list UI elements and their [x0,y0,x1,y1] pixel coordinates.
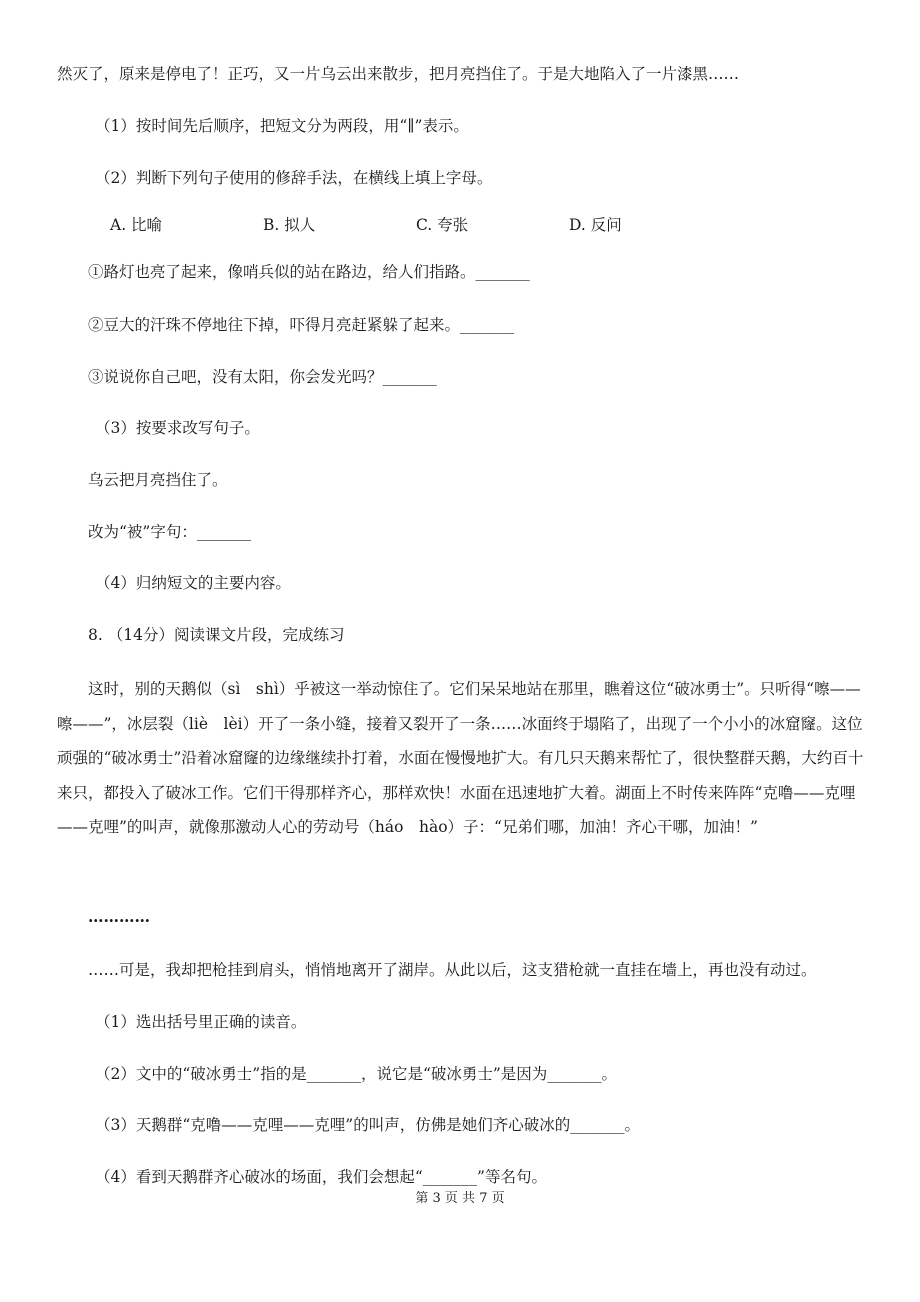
ellipsis-separator: ………… [88,907,150,926]
passage-ending: ……可是，我却把枪挂到肩头，悄悄地离开了湖岸。从此以后，这支猎枪就一直挂在墙上，再也没有动过。 [88,961,817,979]
question-8-1: （1）选出括号里正确的读音。 [95,1013,307,1031]
sentence-1: ①路灯也亮了起来，像哨兵似的站在路边，给人们指路。_______ [88,263,530,281]
question-7-3: （3）按要求改写句子。 [95,419,260,437]
question-7-4: （4）归纳短文的主要内容。 [95,574,291,592]
question-8-2: （2）文中的“破冰勇士”指的是_______，说它是“破冰勇士”是因为_______。 [95,1065,618,1083]
sentence-3: ③说说你自己吧，没有太阳，你会发光吗？_______ [88,368,437,386]
sentence-2: ②豆大的汗珠不停地往下掉，吓得月亮赶紧躲了起来。_______ [88,316,515,334]
option-b: B. 拟人 [263,216,316,234]
question-8-title: 8. （14分）阅读课文片段，完成练习 [88,626,345,644]
question-8-4: （4）看到天鹅群齐心破冰的场面，我们会想起“_______”等名句。 [95,1168,547,1186]
question-8-3: （3）天鹅群“克噜——克哩——克哩”的叫声，仿佛是她们齐心破冰的_______。 [95,1116,640,1134]
reading-passage: 这时，别的天鹅似（sì shì）乎被这一举动惊住了。它们呆呆地站在那里，瞧着这位“破冰勇士”。只听得“嚓——嚓——”，冰层裂（liè lèi）开了一条小缝，接着又裂开了一条……冰面终于塌陷了，出现了一个小小的冰窟窿。这位顽强的“破冰勇士”沿着冰窟窿的边缘继续扑打着，水面在慢慢地扩大。有几只天鹅来帮忙了，很快整群天鹅，大约百十来只，都投入了破冰工作。它们干得那样齐心，那样欢快！水面在迅速地扩大着。湖面上不时传来阵阵“克噜——克哩——克哩”的叫声，就像那激动人心的劳动号（háo hào）子：“兄弟们哪，加油！齐心干哪，加油！” [57,680,864,836]
page-footer: 第 3 页 共 7 页 [415,1191,505,1206]
question-7-1: （1）按时间先后顺序，把短文分为两段，用“∥”表示。 [95,117,469,135]
question-7-2: （2）判断下列句子使用的修辞手法，在横线上填上字母。 [95,169,493,187]
passage-line-end: 然灭了，原来是停电了！正巧，又一片乌云出来散步，把月亮挡住了。于是大地陷入了一片漆黑…… [57,65,740,83]
original-sentence: 乌云把月亮挡住了。 [88,471,228,489]
option-c: C. 夸张 [416,216,469,234]
bei-sentence-prompt: 改为“被”字句：_______ [88,523,252,541]
option-a: A. 比喻 [110,216,163,234]
answer-options [110,215,622,235]
option-d: D. 反问 [569,216,622,234]
